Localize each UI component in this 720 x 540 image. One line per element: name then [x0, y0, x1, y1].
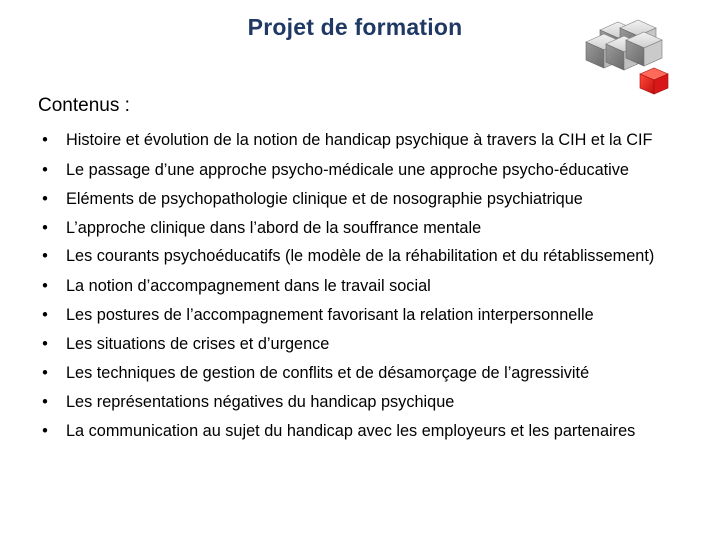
list-item — [38, 359, 708, 388]
list-item — [38, 127, 708, 153]
bullet-icon: • — [42, 131, 48, 149]
list-item-text: Les postures de l’accompagnement favorisant la relation interpersonnelle — [66, 306, 594, 324]
list-item-text: La communication au sujet du handicap avec les employeurs et les partenaires — [66, 422, 636, 440]
bullet-icon: • — [42, 393, 48, 411]
bullet-icon: • — [42, 364, 48, 382]
list-item — [38, 243, 708, 269]
list-item — [38, 330, 708, 359]
list-item — [38, 185, 708, 214]
list-item — [38, 272, 708, 301]
bullet-icon: • — [42, 277, 48, 295]
list-item-text: Eléments de psychopathologie clinique et de nosographie psychiatrique — [66, 190, 583, 208]
list-item-text: Le passage d’une approche psycho-médicale une approche psycho-éducative — [66, 161, 629, 179]
bullet-icon: • — [42, 190, 48, 208]
list-item-text: Les situations de crises et d’urgence — [66, 335, 330, 353]
list-item — [38, 214, 708, 243]
list-item-text: Les courants psychoéducatifs (le modèle de la réhabilitation et du rétablissement) — [66, 247, 655, 265]
section-heading: Contenus : — [38, 95, 130, 116]
page-title: Projet de formation — [247, 14, 463, 40]
content-list — [38, 127, 708, 446]
list-item-text: Les représentations négatives du handicap psychique — [66, 393, 455, 411]
bullet-icon: • — [42, 306, 48, 324]
cubes-icon — [570, 10, 685, 98]
bullet-icon: • — [42, 422, 48, 440]
bullet-icon: • — [42, 219, 48, 237]
list-item-text: La notion d’accompagnement dans le travail social — [66, 277, 431, 295]
list-item — [38, 388, 708, 417]
bullet-icon: • — [42, 335, 48, 353]
list-item — [38, 156, 708, 185]
list-item-text: Histoire et évolution de la notion de handicap psychique à travers la CIH et la CIF — [66, 131, 653, 149]
list-item-text: Les techniques de gestion de conflits et de désamorçage de l’agressivité — [66, 364, 590, 382]
bullet-icon: • — [42, 161, 48, 179]
list-item — [38, 417, 708, 446]
logo — [570, 10, 685, 98]
list-item — [38, 301, 708, 330]
bullet-icon: • — [42, 247, 48, 265]
list-item-text: L’approche clinique dans l’abord de la souffrance mentale — [66, 219, 482, 237]
